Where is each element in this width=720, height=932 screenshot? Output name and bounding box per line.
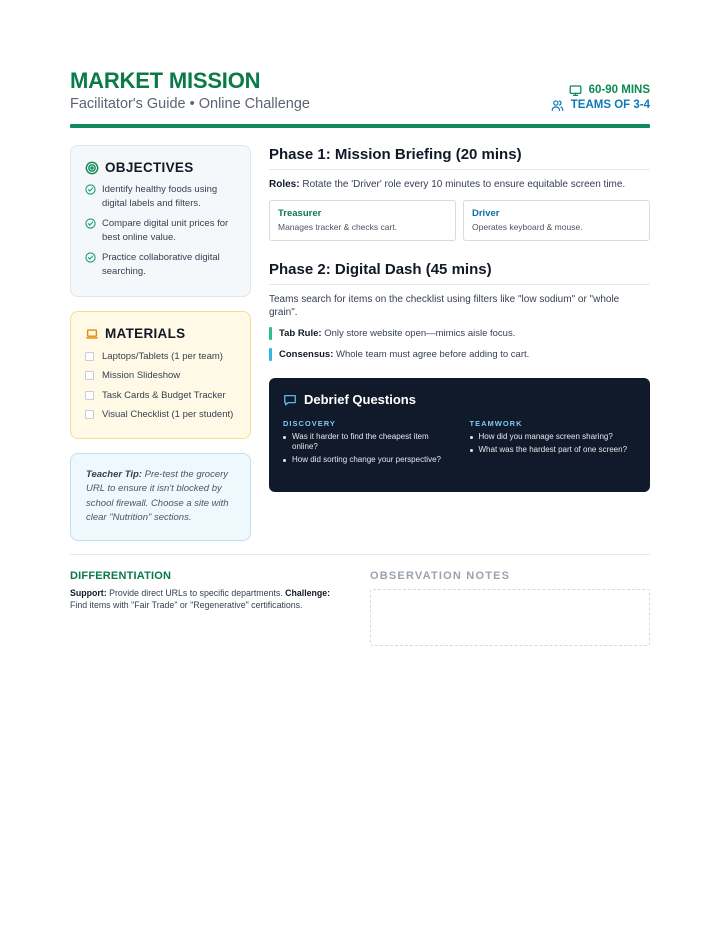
checkbox[interactable]	[85, 410, 94, 419]
teacher-tip-card	[70, 453, 251, 541]
role-name: Driver	[472, 208, 500, 219]
rule-accent-bar	[269, 348, 272, 361]
objectives-heading-text: OBJECTIVES	[105, 160, 194, 175]
main-content	[269, 145, 650, 541]
roles-text: Rotate the 'Driver' role every 10 minutes to ensure equitable screen time.	[299, 179, 626, 190]
objective-item	[85, 183, 236, 211]
rule-accent-bar	[269, 327, 272, 340]
tip-text: Pre-test the grocery URL to ensure it isn't blocked by school firewall. Choose a site with clear "Nutrition" sections.	[86, 469, 229, 523]
material-item[interactable]	[85, 388, 236, 402]
debrief-column-label: DISCOVERY	[283, 419, 336, 428]
rule-body: Only store website open—mimics aisle focus.	[321, 328, 516, 339]
check-circle-icon	[85, 184, 96, 195]
debrief-title: Debrief Questions	[304, 392, 416, 407]
rule-text	[279, 328, 515, 339]
checkbox[interactable]	[85, 371, 94, 380]
material-item[interactable]	[85, 369, 236, 383]
bullet-icon	[283, 436, 286, 439]
header-divider	[70, 124, 650, 128]
debrief-column-teamwork	[470, 419, 637, 468]
material-text: Mission Slideshow	[102, 370, 181, 381]
debrief-heading	[283, 392, 636, 407]
material-item[interactable]	[85, 349, 236, 363]
challenge-label: Challenge:	[285, 588, 331, 598]
challenge-text: Find items with "Fair Trade" or "Regenerative" certifications.	[70, 599, 303, 610]
differentiation-title: DIFFERENTIATION	[70, 570, 172, 582]
role-name: Treasurer	[278, 208, 322, 219]
tip-label: Teacher Tip:	[86, 469, 142, 480]
differentiation-text	[70, 588, 346, 611]
sidebar	[70, 145, 251, 541]
objectives-heading	[85, 160, 236, 175]
checkbox[interactable]	[85, 391, 94, 400]
materials-heading-text: MATERIALS	[105, 326, 186, 341]
question-text: What was the hardest part of one screen?	[478, 445, 628, 454]
materials-heading	[85, 326, 236, 341]
role-desc: Operates keyboard & mouse.	[472, 222, 583, 232]
phase2-title: Phase 2: Digital Dash (45 mins)	[269, 261, 650, 285]
guide-page	[70, 68, 650, 541]
rule-text	[279, 349, 529, 360]
rule-label: Tab Rule:	[279, 328, 322, 339]
objective-item	[85, 251, 236, 279]
checkbox[interactable]	[85, 352, 94, 361]
laptop-icon	[85, 327, 99, 341]
users-icon	[551, 99, 564, 112]
material-text: Task Cards & Budget Tracker	[102, 389, 226, 401]
rule-label: Consensus:	[279, 349, 334, 360]
chat-bubble-icon	[283, 393, 297, 407]
question-item	[470, 432, 637, 442]
phase2-description: Teams search for items on the checklist using filters like "low sodium" or "whole grain".	[269, 294, 620, 318]
question-text: How did you manage screen sharing?	[478, 432, 613, 441]
check-circle-icon	[85, 252, 96, 263]
roles-label: Roles:	[269, 179, 300, 190]
team-size-text: TEAMS OF 3-4	[570, 99, 650, 111]
question-item	[470, 445, 637, 455]
observation-notes-box[interactable]	[370, 589, 650, 646]
page-title: MARKET MISSION	[70, 68, 261, 93]
bullet-icon	[470, 449, 473, 452]
objective-text: Practice collaborative digital searching.	[102, 252, 220, 277]
role-cards	[269, 200, 650, 241]
rule-body: Whole team must agree before adding to cart.	[333, 349, 530, 360]
support-label: Support:	[70, 588, 107, 598]
debrief-column-label: TEAMWORK	[469, 419, 523, 428]
page-subtitle: Facilitator's Guide • Online Challenge	[70, 96, 310, 112]
question-item	[283, 455, 450, 465]
differentiation-block	[70, 570, 346, 646]
question-text: Was it harder to find the cheapest item online?	[292, 432, 429, 451]
teacher-tip	[86, 468, 235, 525]
bullet-icon	[470, 436, 473, 439]
objective-text: Identify healthy foods using digital labels and filters.	[102, 184, 218, 209]
objectives-card	[70, 145, 251, 297]
duration-text: 60-90 MINS	[588, 84, 650, 96]
role-desc: Manages tracker & checks cart.	[278, 222, 398, 232]
material-text: Visual Checklist (1 per student)	[102, 409, 234, 420]
check-circle-icon	[85, 218, 96, 229]
question-item	[283, 432, 450, 452]
roles-line	[269, 179, 650, 190]
material-item[interactable]	[85, 408, 236, 422]
objective-text: Compare digital unit prices for best online value.	[102, 218, 229, 243]
observation-title: OBSERVATION NOTES	[370, 570, 511, 582]
debrief-columns	[283, 419, 636, 468]
target-icon	[85, 161, 99, 175]
bottom-section	[70, 554, 650, 646]
rule-item-tab	[269, 327, 650, 340]
title-block	[70, 68, 310, 113]
main-columns	[70, 145, 650, 541]
duration-row	[551, 83, 650, 97]
debrief-column-discovery	[283, 419, 450, 468]
meta-block	[551, 68, 650, 113]
materials-card	[70, 311, 251, 439]
monitor-icon	[569, 84, 582, 97]
phase1-title: Phase 1: Mission Briefing (20 mins)	[269, 146, 650, 170]
question-text: How did sorting change your perspective?	[292, 455, 441, 464]
header	[70, 68, 650, 124]
debrief-panel	[269, 378, 650, 492]
role-card-driver	[463, 200, 650, 241]
material-text: Laptops/Tablets (1 per team)	[102, 350, 223, 362]
rule-item-consensus	[269, 348, 650, 361]
role-card-treasurer	[269, 200, 456, 241]
objective-item	[85, 217, 236, 245]
support-text: Provide direct URLs to specific departments.	[106, 588, 286, 598]
team-size-row	[551, 98, 650, 112]
bullet-icon	[283, 459, 286, 462]
observation-block	[370, 570, 650, 646]
